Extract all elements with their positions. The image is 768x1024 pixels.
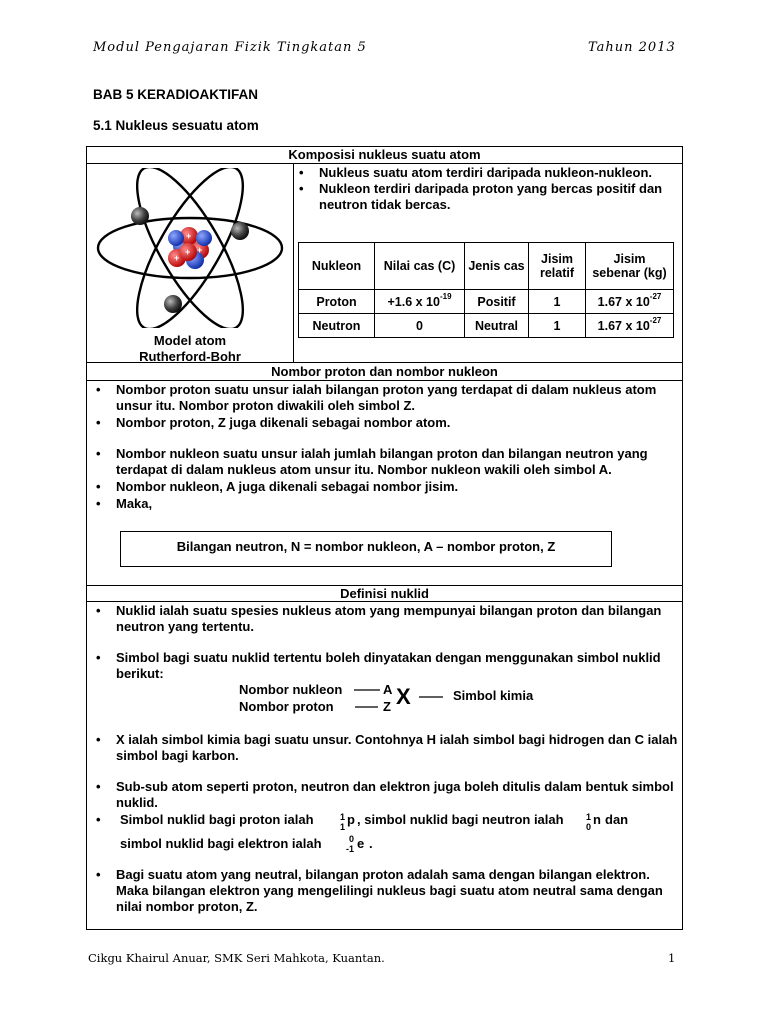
atom-model-icon	[92, 168, 288, 328]
section-title: 5.1 Nukleus sesuatu atom	[93, 118, 259, 133]
cell-exponent: -27	[649, 315, 662, 325]
list-item: • Nuklid ialah suatu spesies nukleus atom yang mempunyai bilangan proton dan bilangan neutron yang tertentu.	[90, 603, 680, 635]
table-cell: 1	[529, 314, 586, 338]
numbers-bullets	[90, 382, 680, 512]
page-header-year: Tahun 2013	[588, 40, 676, 55]
composition-title: Komposisi nukleus suatu atom	[288, 147, 481, 162]
table-cell: Neutron	[299, 314, 375, 338]
neutron-mass-number: 1	[586, 812, 592, 822]
electron-mass-number: 0	[349, 834, 355, 844]
neutron-symbol: n	[593, 812, 601, 827]
proton-mass-number: 1	[340, 812, 346, 822]
caption-line: Rutherford-Bohr	[139, 349, 241, 364]
page-header-title: Modul Pengajaran Fizik Tingkatan 5	[93, 40, 367, 55]
list-item: • Sub-sub atom seperti proton, neutron dan elektron juga boleh ditulis dalam bentuk simbol nuklid.	[90, 779, 680, 811]
nuclide-bullets-a	[90, 603, 680, 682]
nuclide-bullets-c	[90, 867, 680, 915]
nuclide-title: Definisi nuklid	[340, 586, 429, 601]
numbers-title: Nombor proton dan nombor nukleon	[271, 364, 498, 379]
cell-exponent: -27	[649, 291, 662, 301]
svg-text:+: +	[197, 245, 203, 255]
nucleon-number-label: Nombor nukleon	[239, 682, 343, 697]
text-span: Simbol nuklid bagi proton ialah	[120, 812, 314, 827]
rule	[86, 163, 683, 164]
table-cell: 0	[375, 314, 465, 338]
cell-value: +1.6 x 10	[387, 294, 440, 309]
table-cell	[375, 290, 465, 314]
table-cell	[586, 314, 674, 338]
list-item: • Simbol bagi suatu nuklid tertentu boleh dinyatakan dengan menggunakan simbol nuklid berikut:	[90, 650, 680, 682]
list-item: • Nombor proton, Z juga dikenali sebagai nombor atom.	[90, 415, 680, 431]
mass-number-symbol: A	[383, 682, 393, 697]
table-header: Jisim relatif	[529, 243, 586, 290]
table-cell	[586, 290, 674, 314]
atom-model-caption	[100, 333, 280, 365]
cell-value: 1.67 x 10	[597, 294, 650, 309]
neutron-formula-box: Bilangan neutron, N = nombor nukleon, A – nombor proton, Z	[120, 531, 612, 567]
list-item: • Nukleon terdiri daripada proton yang bercas positif dan neutron tidak bercas.	[293, 181, 678, 213]
chemical-symbol-label: Simbol kimia	[453, 688, 534, 703]
text-span: .	[369, 836, 373, 851]
neutron-atomic-number: 0	[586, 822, 592, 832]
table-cell: Proton	[299, 290, 375, 314]
list-item: • Bagi suatu atom yang neutral, bilangan proton adalah sama dengan bilangan elektron. Maka bilangan elektron yang mengelilingi nukleus bagi suatu atom neutral sama dengan nilai nombor proton, Z.	[90, 867, 680, 915]
electron-atomic-number: -1	[346, 844, 355, 854]
proton-number-label: Nombor proton	[239, 699, 334, 714]
svg-text:+: +	[185, 247, 191, 257]
list-item: • Nukleus suatu atom terdiri daripada nukleon-nukleon.	[293, 165, 678, 181]
proton-symbol: p	[347, 812, 355, 827]
table-header: Nukleon	[299, 243, 375, 290]
text-span: , simbol nuklid bagi neutron ialah	[357, 812, 564, 827]
rule	[86, 601, 683, 602]
nuclide-bullets-b	[90, 732, 680, 811]
subatomic-symbols-item	[120, 812, 680, 864]
table-header: Jenis cas	[465, 243, 529, 290]
cell-value: 1.67 x 10	[597, 318, 650, 333]
footer-author: Cikgu Khairul Anuar, SMK Seri Mahkota, Kuantan.	[88, 951, 385, 965]
electron-symbol: e	[357, 836, 365, 851]
list-item: • Maka,	[90, 496, 680, 512]
table-cell: Positif	[465, 290, 529, 314]
cell-exponent: -19	[439, 291, 452, 301]
element-symbol: X	[396, 684, 411, 709]
svg-text:+: +	[174, 253, 180, 263]
list-item: • X ialah simbol kimia bagi suatu unsur. Contohnya H ialah simbol bagi hidrogen dan C ialah simbol bagi karbon.	[90, 732, 680, 764]
table-cell: Neutral	[465, 314, 529, 338]
composition-bullets	[293, 165, 678, 213]
table-header: Nilai cas (C)	[375, 243, 465, 290]
list-item: • Nombor nukleon, A juga dikenali sebagai nombor jisim.	[90, 479, 680, 495]
rule	[86, 380, 683, 381]
table-cell: 1	[529, 290, 586, 314]
table-row	[299, 290, 674, 314]
list-item: • Nombor proton suatu unsur ialah bilangan proton yang terdapat di dalam nukleus atom unsur itu. Nombor proton diwakili oleh simbol Z.	[90, 382, 680, 414]
text-span: dan	[605, 812, 629, 827]
table-header: Jisim sebenar (kg)	[586, 243, 674, 290]
proton-atomic-number: 1	[340, 822, 346, 832]
table-row	[299, 314, 674, 338]
nucleon-table	[298, 242, 674, 338]
page-number: 1	[668, 951, 676, 965]
list-item: • Nombor nukleon suatu unsur ialah jumlah bilangan proton dan bilangan neutron yang terdapat di dalam nukleus atom unsur itu. Nombor nukleon wakili oleh simbol A.	[90, 446, 680, 478]
caption-line: Model atom	[153, 333, 227, 348]
bullet-mark: •	[96, 812, 101, 827]
text-span: simbol nuklid bagi elektron ialah	[120, 836, 322, 851]
atomic-number-symbol: Z	[383, 699, 391, 714]
svg-text:+: +	[186, 231, 192, 241]
chapter-title: BAB 5 KERADIOAKTIFAN	[93, 87, 259, 102]
